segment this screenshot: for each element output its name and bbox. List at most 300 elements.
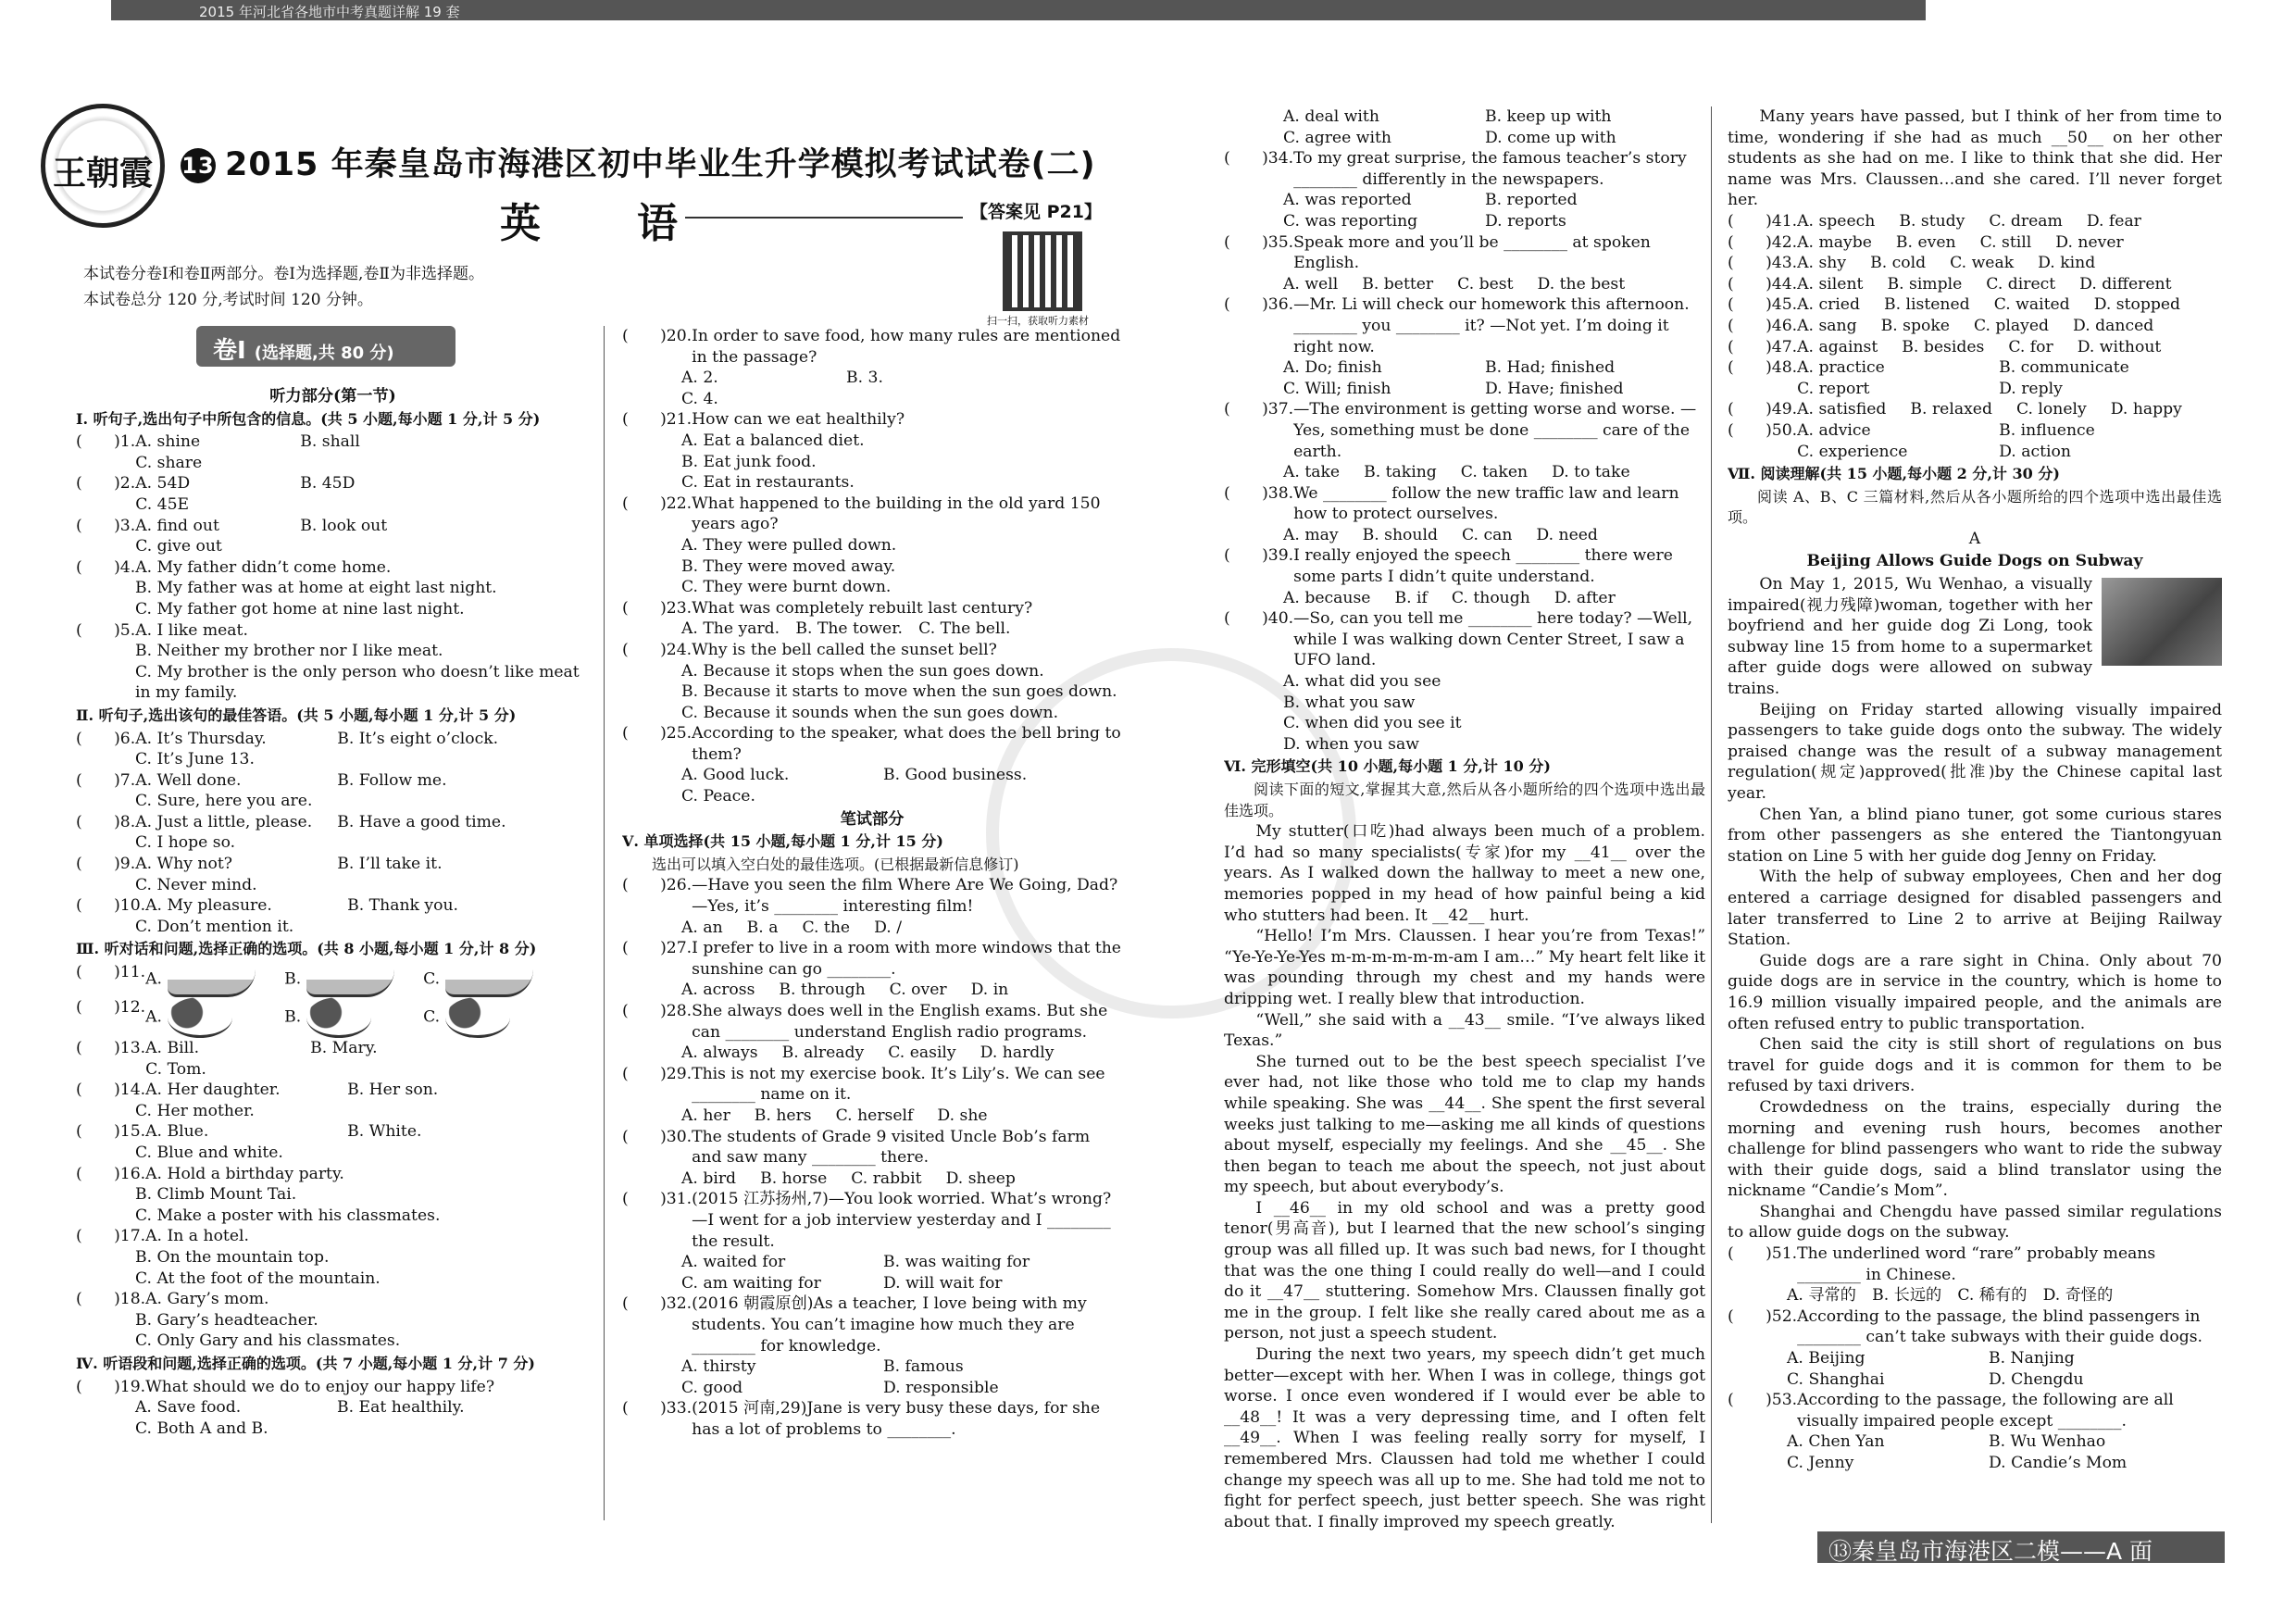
answer-option[interactable]: B. 45D bbox=[300, 474, 356, 494]
answer-option[interactable]: A. Chen Yan bbox=[1787, 1432, 1885, 1452]
answer-option[interactable]: A. maybe bbox=[1797, 232, 1872, 252]
picture-option[interactable] bbox=[423, 962, 562, 997]
answer-option[interactable]: A. advice bbox=[1797, 420, 1871, 440]
answer-option[interactable]: A. The yard. B. The tower. C. The bell. bbox=[681, 619, 1011, 639]
question-item bbox=[76, 620, 590, 704]
passage-paragraph: On May 1, 2015, Wu Wenhao, a visually impaired(视力残障)woman, together with her boyfriend and her guide dog Zi Long, took subway line 15 from home to a supermarket after guide dogs were allowed on subway trains. bbox=[1728, 575, 2092, 699]
question-stem-row bbox=[622, 723, 1122, 765]
option-picture-icon bbox=[306, 997, 371, 1038]
passage-paragraph: Shanghai and Chengdu have passed similar regulations to allow guide dogs on the subway. bbox=[1728, 1202, 2222, 1243]
answer-option[interactable]: D. to take bbox=[1552, 463, 1630, 482]
answer-option[interactable]: A. Why not? bbox=[135, 855, 232, 874]
answer-option[interactable]: B. influence bbox=[1999, 420, 2095, 440]
answer-option[interactable]: A. It’s Thursday. bbox=[135, 729, 267, 748]
question-item bbox=[622, 1189, 1122, 1293]
answer-option[interactable]: C. best bbox=[1457, 274, 1514, 294]
question-number: ( )26. bbox=[622, 876, 693, 895]
answer-option[interactable]: C. Sure, here you are. bbox=[135, 792, 313, 811]
question-item bbox=[1224, 608, 1705, 755]
question-stem-row bbox=[622, 875, 1122, 917]
answer-option[interactable]: A. Well done. bbox=[135, 770, 242, 790]
question-stem-row bbox=[1728, 1243, 2222, 1285]
option-list bbox=[1797, 274, 2222, 295]
answer-option[interactable]: B. Thank you. bbox=[347, 896, 459, 916]
answer-option[interactable]: B. My father was at home at eight last night. bbox=[135, 579, 497, 598]
answer-option[interactable]: B. if bbox=[1394, 588, 1428, 607]
answer-option[interactable]: A. Do; finish bbox=[1283, 358, 1382, 378]
answer-option[interactable]: C. experience bbox=[1797, 442, 1908, 461]
question-item bbox=[1224, 232, 1705, 295]
question-stem-row bbox=[622, 1293, 1122, 1356]
answer-option[interactable]: A. silent bbox=[1797, 274, 1864, 294]
question-item bbox=[622, 938, 1122, 1001]
question-stem: —So, can you tell me ________ here today? —Well, while I was walking down Center Street, I saw a UFO land. bbox=[1293, 609, 1693, 670]
option-list bbox=[622, 1043, 1122, 1064]
answer-option[interactable]: C. easily bbox=[888, 1043, 956, 1063]
answer-option[interactable]: A. Save food. bbox=[135, 1398, 242, 1418]
answer-option[interactable]: C. Blue and white. bbox=[135, 1143, 283, 1162]
answer-option[interactable]: B. Eat healthily. bbox=[337, 1398, 465, 1418]
answer-option[interactable]: B. Eat junk food. bbox=[681, 452, 817, 471]
answer-option[interactable]: C. over bbox=[889, 981, 947, 1000]
logo-text: 王朝霞 bbox=[52, 154, 153, 193]
answer-option[interactable]: B. Gary’s headteacher. bbox=[135, 1310, 318, 1330]
question-stem: According to the speaker, what does the bell bring to them? bbox=[692, 724, 1121, 764]
question-number: ( )13. bbox=[76, 1039, 146, 1058]
answer-option[interactable]: A. shine bbox=[135, 432, 201, 452]
answer-option[interactable]: D. Candie’s Mom bbox=[1989, 1454, 2128, 1472]
question-item bbox=[1728, 294, 2222, 316]
question-stem-row bbox=[1728, 232, 2222, 254]
answer-option[interactable]: A. against bbox=[1797, 337, 1878, 356]
question-stem-row bbox=[76, 1377, 590, 1398]
answer-option[interactable]: A. take bbox=[1283, 463, 1341, 482]
answer-option[interactable]: C. They were burnt down. bbox=[681, 578, 892, 597]
question-stem-row bbox=[76, 620, 590, 642]
answer-option[interactable]: A. sang bbox=[1797, 316, 1857, 335]
option-list bbox=[135, 854, 590, 875]
question-item bbox=[1224, 483, 1705, 546]
answer-option[interactable]: D. reports bbox=[1485, 211, 1566, 231]
question-stem-row bbox=[76, 1226, 590, 1247]
question-stem-row bbox=[622, 1398, 1122, 1440]
question-stem-row bbox=[1224, 232, 1705, 274]
answer-option[interactable]: B. Nanjing bbox=[1989, 1349, 2075, 1368]
answer-option[interactable]: C. Will; finish bbox=[1283, 379, 1391, 398]
part-one-banner bbox=[196, 326, 455, 367]
answer-option[interactable]: A. They were pulled down. bbox=[681, 535, 897, 555]
question-stem: What was completely rebuilt last century? bbox=[692, 598, 1033, 618]
passage-paragraph: With the help of subway employees, Chen and her dog entered a carriage designed for disabled passengers and later transferred to Line 2 to arrive at Beijing Railway Station. bbox=[1728, 868, 2222, 950]
answer-option[interactable]: B. Have a good time. bbox=[337, 812, 506, 831]
question-stem-row bbox=[622, 409, 1122, 431]
qr-code-icon[interactable] bbox=[1003, 231, 1082, 311]
option-list bbox=[1224, 525, 1705, 546]
answer-option[interactable]: D. fear bbox=[2086, 211, 2141, 231]
question-stem-row bbox=[76, 1080, 590, 1101]
answer-option[interactable]: D. need bbox=[1536, 525, 1598, 544]
question-stem: (2015 江苏扬州,7)—You look worried. What’s wrong? —I went for a job interview yesterday and I ________ the result. bbox=[692, 1190, 1112, 1251]
answer-option[interactable]: B. look out bbox=[300, 516, 388, 535]
answer-option[interactable]: B. White. bbox=[347, 1122, 422, 1142]
picture-option[interactable] bbox=[145, 997, 284, 1038]
answer-option[interactable]: A. shy bbox=[1797, 254, 1847, 273]
answer-option[interactable]: C. the bbox=[802, 918, 851, 937]
question-number: ( )42. bbox=[1728, 232, 1798, 252]
answer-option[interactable]: D. without bbox=[2077, 337, 2162, 356]
answer-option[interactable]: A. speech bbox=[1797, 211, 1876, 231]
question-stem bbox=[135, 854, 590, 875]
answer-option[interactable]: B. It’s eight o’clock. bbox=[337, 729, 499, 748]
answer-option[interactable]: D. responsible bbox=[883, 1378, 999, 1397]
question-item bbox=[1728, 399, 2222, 420]
answer-option[interactable]: D. sheep bbox=[945, 1168, 1016, 1188]
answer-option[interactable]: C. lonely bbox=[2015, 400, 2087, 419]
option-list bbox=[135, 770, 590, 792]
answer-option[interactable]: B. taking bbox=[1364, 463, 1437, 482]
question-item bbox=[622, 640, 1122, 723]
answer-option[interactable]: A. may bbox=[1283, 525, 1339, 544]
answer-option[interactable]: A. Because it stops when the sun goes down. bbox=[681, 661, 1044, 681]
question-number bbox=[1224, 106, 1283, 148]
question-stem-row bbox=[76, 557, 590, 579]
answer-option[interactable]: A. Eat a balanced diet. bbox=[681, 431, 865, 450]
answer-option[interactable]: C. was reporting bbox=[1283, 211, 1418, 231]
question-stem: Speak more and you’ll be ________ at spoken English. bbox=[1293, 232, 1651, 273]
answer-option[interactable]: A. thirsty bbox=[681, 1357, 756, 1377]
option-list bbox=[1797, 253, 2222, 274]
question-item bbox=[622, 598, 1122, 640]
answer-option[interactable]: A. Beijing bbox=[1787, 1349, 1866, 1368]
answer-option[interactable]: C. Eat in restaurants. bbox=[681, 473, 855, 493]
question-stem: (2016 朝霞原创)As a teacher, I love being with my students. You can’t imagine how much they are ________ for knowledge. bbox=[692, 1294, 1087, 1356]
answer-option[interactable]: D. after bbox=[1554, 588, 1616, 607]
question-stem-row bbox=[1224, 106, 1705, 148]
answer-option[interactable]: B. Neither my brother nor I like meat. bbox=[135, 642, 443, 661]
answer-option[interactable]: A. find out bbox=[135, 516, 219, 535]
paper-number-badge: 13 bbox=[181, 148, 216, 183]
option-list bbox=[622, 1168, 1122, 1190]
picture-option[interactable] bbox=[284, 997, 423, 1038]
answer-option[interactable]: C. It’s June 13. bbox=[135, 750, 255, 769]
answer-option[interactable]: C. report bbox=[1797, 379, 1870, 398]
question-item bbox=[1728, 253, 2222, 274]
answer-option[interactable]: C. agree with bbox=[1283, 128, 1391, 147]
answer-option[interactable]: C. My brother is the only person who doesn’t like meat in my family. bbox=[135, 662, 580, 703]
answer-option[interactable]: C. good bbox=[681, 1378, 743, 1397]
instruction-line: 本试卷分卷Ⅰ和卷Ⅱ两部分。卷Ⅰ为选择题,卷Ⅱ为非选择题。 bbox=[83, 265, 484, 283]
answer-option[interactable]: A. Her daughter. bbox=[145, 1081, 281, 1100]
answer-option[interactable]: C. Don’t mention it. bbox=[135, 917, 294, 936]
answer-option[interactable]: D. stopped bbox=[2093, 295, 2181, 315]
answer-option[interactable]: A. 2. bbox=[681, 369, 718, 388]
option-picture-icon bbox=[445, 997, 510, 1038]
answer-option[interactable]: A. cried bbox=[1797, 295, 1860, 315]
answer-option[interactable]: D. danced bbox=[2073, 316, 2154, 335]
passage-paragraph: I __46__ in my old school and was a pretty good tenor(男高音), but I learned that the new school’s singing group was all filled up. It was such bad news, for I thought that was the one thing I could really do well—and I could do it __47__ stuttering. Somehow Mrs. Claussen finally got me in the group. I felt like she really cared about me as a person, not just a speech student. bbox=[1224, 1198, 1705, 1343]
question-number: ( )48. bbox=[1728, 358, 1798, 378]
answer-option[interactable]: C. Peace. bbox=[681, 787, 755, 806]
answer-option[interactable]: B. keep up with bbox=[1485, 107, 1612, 126]
answer-option[interactable]: A. an bbox=[681, 918, 723, 937]
answer-option[interactable]: C. Both A and B. bbox=[135, 1418, 268, 1438]
question-item bbox=[76, 729, 590, 770]
question-stem: A. I like meat. bbox=[135, 620, 248, 640]
question-number: ( )50. bbox=[1728, 420, 1798, 440]
question-item bbox=[622, 409, 1122, 493]
part-note: (选择题,共 80 分) bbox=[254, 344, 394, 363]
answer-option[interactable]: D. Chengdu bbox=[1989, 1369, 2084, 1389]
subject-title: 英 语 bbox=[500, 200, 705, 247]
question-item bbox=[1224, 106, 1705, 148]
answer-option[interactable]: C. Tom. bbox=[145, 1059, 206, 1079]
question-number: ( )24. bbox=[622, 640, 693, 659]
question-stem: What should we do to enjoy our happy life? bbox=[145, 1377, 495, 1396]
question-stem bbox=[1797, 399, 2222, 420]
question-stem-row bbox=[1728, 211, 2222, 232]
answer-option[interactable]: B. communicate bbox=[1999, 358, 2129, 378]
answer-option[interactable]: A. practice bbox=[1797, 358, 1885, 378]
answer-option[interactable]: D. the best bbox=[1537, 274, 1626, 294]
answer-option[interactable]: C. share bbox=[135, 453, 203, 472]
picture-option[interactable] bbox=[145, 962, 284, 997]
answer-option[interactable]: A. always bbox=[681, 1043, 758, 1063]
option-list bbox=[135, 729, 590, 750]
answer-option[interactable]: C. Never mind. bbox=[135, 875, 257, 894]
answer-option[interactable]: B. They were moved away. bbox=[681, 556, 896, 576]
answer-option[interactable]: C. Her mother. bbox=[135, 1101, 255, 1120]
answer-option[interactable]: B. horse bbox=[760, 1168, 828, 1188]
answer-option[interactable]: C. though bbox=[1451, 588, 1530, 607]
answer-option[interactable]: D. Have; finished bbox=[1485, 379, 1624, 398]
option-list bbox=[76, 1397, 590, 1418]
answer-option[interactable]: D. reply bbox=[1999, 379, 2063, 398]
answer-option[interactable]: D. / bbox=[874, 918, 902, 937]
answer-option[interactable]: B. Good business. bbox=[883, 766, 1028, 785]
answer-option[interactable]: A. Good luck. bbox=[681, 766, 790, 785]
question-number: ( )43. bbox=[1728, 254, 1798, 273]
question-stem-row bbox=[1728, 337, 2222, 358]
question-item bbox=[76, 1377, 590, 1440]
question-stem bbox=[1797, 253, 2222, 274]
answer-option[interactable]: B. besides bbox=[1902, 337, 1985, 356]
question-stem-row bbox=[622, 640, 1122, 661]
answer-option[interactable]: A. 寻常的 B. 长远的 C. 稀有的 D. 奇怪的 bbox=[1787, 1286, 2114, 1306]
answer-option[interactable]: D. kind bbox=[2038, 254, 2096, 273]
picture-option[interactable] bbox=[284, 962, 423, 997]
answer-option[interactable]: C. when did you see it bbox=[1283, 714, 1462, 733]
answer-option[interactable]: B. what you saw bbox=[1283, 693, 1416, 712]
answer-option[interactable]: C. give out bbox=[135, 537, 222, 556]
question-stem bbox=[145, 1080, 590, 1101]
answer-option[interactable]: B. listened bbox=[1883, 295, 1970, 315]
answer-option[interactable]: C. direct bbox=[1986, 274, 2056, 294]
question-stem bbox=[1797, 420, 2222, 462]
question-number: ( )45. bbox=[1728, 295, 1798, 315]
answer-option[interactable]: B. should bbox=[1362, 525, 1438, 544]
answer-option[interactable]: B. On the mountain top. bbox=[135, 1247, 330, 1267]
answer-option[interactable]: C. am waiting for bbox=[681, 1273, 821, 1293]
answer-option[interactable]: B. study bbox=[1899, 211, 1965, 231]
answer-option[interactable]: C. rabbit bbox=[851, 1168, 922, 1188]
question-number: ( )35. bbox=[1224, 232, 1294, 252]
answer-option[interactable]: A. was reported bbox=[1283, 191, 1412, 210]
question-item bbox=[76, 1080, 590, 1121]
answer-option[interactable]: A. across bbox=[681, 981, 755, 1000]
answer-option[interactable]: B. famous bbox=[883, 1357, 964, 1377]
answer-option[interactable]: A. her bbox=[681, 1106, 730, 1125]
answer-option[interactable]: B. shall bbox=[300, 432, 360, 452]
picture-question bbox=[76, 997, 590, 1038]
question-stem bbox=[135, 770, 590, 792]
answer-option[interactable]: B. Had; finished bbox=[1485, 358, 1616, 378]
question-stem: Why is the bell called the sunset bell? bbox=[692, 640, 997, 659]
question-stem bbox=[1797, 337, 2222, 358]
question-number: ( )5. bbox=[76, 620, 136, 640]
answer-option[interactable]: B. I’ll take it. bbox=[337, 855, 443, 874]
question-number: ( )11. bbox=[76, 963, 146, 982]
question-stem: The underlined word “rare” probably means ________ in Chinese. bbox=[1797, 1244, 2156, 1284]
question-item bbox=[1728, 1390, 2222, 1473]
answer-option[interactable]: A. what did you see bbox=[1283, 672, 1441, 692]
question-stem-row bbox=[1728, 253, 2222, 274]
question-stem-row bbox=[622, 326, 1122, 368]
picture-option[interactable] bbox=[423, 997, 562, 1038]
answer-option[interactable]: B. cold bbox=[1870, 254, 1927, 273]
answer-option[interactable]: C. played bbox=[1973, 316, 2050, 335]
answer-option[interactable]: B. Climb Mount Tai. bbox=[135, 1185, 297, 1205]
option-list bbox=[1224, 588, 1705, 609]
answer-option[interactable]: D. in bbox=[970, 981, 1009, 1000]
passage-paragraph: Chen said the city is still short of regulations on bus travel for guide dogs and it is common for them to be refused by taxi drivers. bbox=[1728, 1035, 2222, 1096]
answer-option[interactable]: A. deal with bbox=[1283, 107, 1379, 126]
answer-option[interactable]: C. I hope so. bbox=[135, 833, 236, 853]
answer-option[interactable]: A. Just a little, please. bbox=[135, 812, 313, 831]
answer-option[interactable]: B. reported bbox=[1485, 191, 1578, 210]
answer-option[interactable]: B. spoke bbox=[1880, 316, 1950, 335]
answer-option[interactable]: D. different bbox=[2079, 274, 2172, 294]
question-number: ( )53. bbox=[1728, 1391, 1798, 1410]
question-number: ( )30. bbox=[622, 1127, 693, 1146]
passage-paragraph: “Well,” she said with a __43__ smile. “I’ve always liked Texas.” bbox=[1224, 1010, 1705, 1051]
answer-option[interactable]: B. even bbox=[1895, 232, 1956, 252]
question-number: ( )21. bbox=[622, 410, 693, 430]
answer-option[interactable]: C. Only Gary and his classmates. bbox=[135, 1331, 401, 1351]
answer-option[interactable]: B. a bbox=[746, 918, 779, 937]
exam-instructions bbox=[83, 261, 484, 313]
answer-option[interactable]: C. weak bbox=[1950, 254, 2015, 273]
answer-option[interactable]: C. still bbox=[1979, 232, 2032, 252]
answer-option[interactable]: B. was waiting for bbox=[883, 1253, 1030, 1272]
question-number: ( )32. bbox=[622, 1294, 693, 1314]
question-stem bbox=[145, 1038, 590, 1080]
answer-option[interactable]: C. Shanghai bbox=[1787, 1369, 1885, 1389]
answer-option[interactable]: C. for bbox=[2008, 337, 2053, 356]
answer-option[interactable]: C. My father got home at nine last night. bbox=[135, 599, 465, 619]
question-number: ( )10. bbox=[76, 896, 146, 916]
answer-option[interactable]: C. At the foot of the mountain. bbox=[135, 1268, 381, 1288]
question-stem-row bbox=[622, 494, 1122, 535]
answer-option[interactable]: B. simple bbox=[1887, 274, 1963, 294]
answer-option[interactable]: C. Because it sounds when the sun goes down. bbox=[681, 703, 1059, 722]
option-list bbox=[1797, 337, 2222, 358]
question-number: ( )39. bbox=[1224, 546, 1294, 566]
answer-option[interactable]: A. waited for bbox=[681, 1253, 786, 1272]
answer-option[interactable]: C. taken bbox=[1460, 463, 1529, 482]
answer-option[interactable]: D. come up with bbox=[1485, 128, 1616, 147]
answer-option[interactable]: D. hardly bbox=[980, 1043, 1054, 1063]
answer-option[interactable]: A. bird bbox=[681, 1168, 737, 1188]
option-list bbox=[1797, 232, 2222, 254]
answer-option[interactable]: C. waited bbox=[1993, 295, 2070, 315]
section-title: Ⅶ. 阅读理解(共 15 小题,每小题 2 分,计 30 分) bbox=[1728, 465, 2060, 483]
answer-option[interactable]: D. happy bbox=[2110, 400, 2182, 419]
question-item bbox=[1728, 337, 2222, 358]
answer-option[interactable]: B. Wu Wenhao bbox=[1989, 1432, 2106, 1452]
answer-option[interactable]: B. hers bbox=[754, 1106, 812, 1125]
question-item bbox=[622, 875, 1122, 938]
guide-dog-photo bbox=[2102, 578, 2222, 666]
answer-option[interactable]: B. better bbox=[1362, 274, 1434, 294]
answer-option[interactable]: B. Her son. bbox=[347, 1081, 439, 1100]
question-stem: —The environment is getting worse and worse. —Yes, something must be done ________ care of the earth. bbox=[1293, 400, 1697, 461]
question-stem: This is not my exercise book. It’s Lily’s. We can see ________ name on it. bbox=[692, 1064, 1105, 1105]
answer-option[interactable]: B. Because it starts to move when the sun goes down. bbox=[681, 682, 1117, 702]
question-item bbox=[76, 1289, 590, 1352]
answer-option[interactable]: A. satisfied bbox=[1797, 400, 1887, 419]
answer-option[interactable]: D. never bbox=[2055, 232, 2124, 252]
answer-option[interactable]: B. Follow me. bbox=[337, 770, 447, 790]
answer-option[interactable]: D. action bbox=[1999, 442, 2071, 461]
answer-option[interactable]: A. 54D bbox=[135, 474, 191, 494]
question-stem: A. In a hotel. bbox=[145, 1227, 249, 1246]
answer-option[interactable]: B. 3. bbox=[846, 369, 883, 388]
answer-option[interactable]: C. Jenny bbox=[1787, 1454, 1854, 1472]
answer-option[interactable]: B. relaxed bbox=[1910, 400, 1992, 419]
answer-option[interactable]: C. Make a poster with his classmates. bbox=[135, 1206, 441, 1225]
section-instruction: 阅读 A、B、C 三篇材料,然后从各小题所给的四个选项中选出最佳选项。 bbox=[1728, 487, 2222, 527]
question-item bbox=[1224, 399, 1705, 482]
answer-option[interactable]: C. 45E bbox=[135, 494, 190, 514]
question-number: ( )17. bbox=[76, 1227, 146, 1246]
answer-option[interactable]: A. Blue. bbox=[145, 1122, 209, 1142]
exam-title bbox=[181, 139, 1096, 185]
answer-option[interactable]: C. can bbox=[1461, 525, 1513, 544]
question-number: ( )29. bbox=[622, 1064, 693, 1083]
question-number: ( )1. bbox=[76, 432, 136, 452]
option-label: C. bbox=[423, 1007, 441, 1027]
answer-option[interactable]: C. dream bbox=[1989, 211, 2063, 231]
answer-option[interactable]: D. she bbox=[937, 1106, 988, 1125]
answer-option[interactable]: A. Bill. bbox=[145, 1039, 200, 1058]
publisher-logo bbox=[41, 104, 165, 228]
section-title: Ⅵ. 完形填空(共 10 小题,每小题 1 分,计 10 分) bbox=[1224, 757, 1551, 776]
answer-option[interactable]: A. My pleasure. bbox=[145, 896, 272, 916]
option-list bbox=[622, 368, 1122, 409]
answer-option[interactable]: C. 4. bbox=[681, 389, 718, 408]
question-stem-row bbox=[1224, 608, 1705, 671]
answer-option[interactable]: B. through bbox=[779, 981, 866, 1000]
answer-option[interactable]: B. already bbox=[781, 1043, 865, 1063]
answer-option[interactable]: D. when you saw bbox=[1283, 734, 1419, 754]
answer-option[interactable]: A. well bbox=[1283, 274, 1339, 294]
answer-option[interactable]: B. Mary. bbox=[310, 1039, 378, 1058]
picture-question bbox=[76, 962, 590, 997]
answer-option[interactable]: C. herself bbox=[835, 1106, 914, 1125]
answer-option[interactable]: A. because bbox=[1283, 588, 1371, 607]
question-stem: A. Hold a birthday party. bbox=[145, 1164, 344, 1183]
answer-option[interactable]: D. will wait for bbox=[883, 1273, 1003, 1293]
